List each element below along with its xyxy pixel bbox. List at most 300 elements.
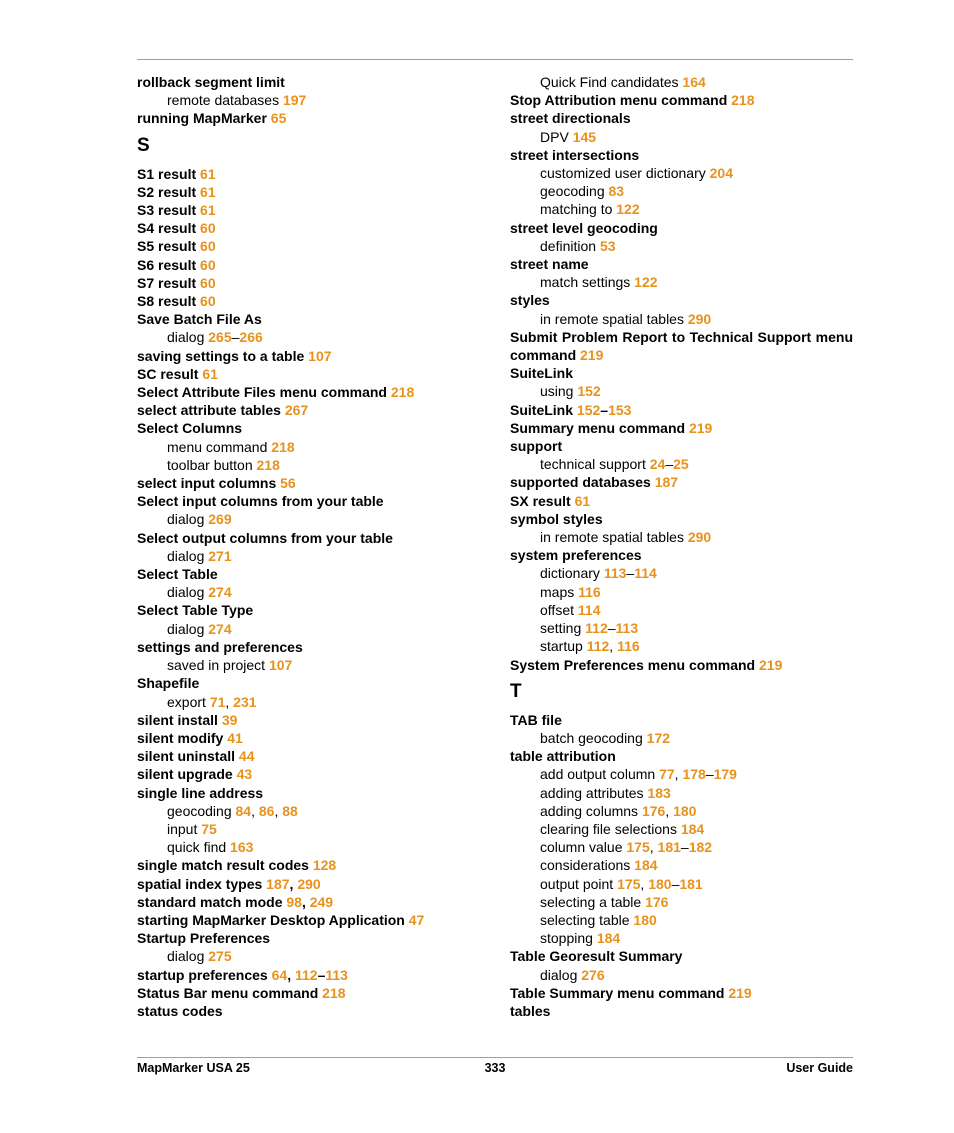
index-term: definition [540, 237, 597, 254]
index-term: dialog [167, 948, 205, 965]
index-term: street intersections [510, 146, 640, 163]
index-term: saved in project [167, 657, 266, 674]
index-term: maps [540, 583, 575, 600]
page-reference-link[interactable]: 180 [673, 802, 697, 819]
page-reference-link[interactable]: 266 [239, 329, 263, 346]
index-term: menu command [167, 438, 268, 455]
page-reference-link[interactable]: 180 [633, 911, 657, 928]
page-separator: – [600, 401, 609, 418]
index-subentry [510, 128, 853, 146]
index-term: startup [540, 638, 583, 655]
index-subentry [510, 911, 853, 929]
index-subentry [137, 620, 487, 638]
index-entry [137, 893, 487, 911]
index-entry [137, 183, 487, 201]
page-reference-link[interactable]: 204 [709, 165, 733, 182]
page-reference-link[interactable]: 181 [657, 839, 681, 856]
index-subentry [510, 820, 853, 838]
index-entry [510, 437, 853, 455]
index-term: rollback segment limit [137, 74, 285, 90]
page-reference-link[interactable]: 183 [647, 784, 671, 801]
index-subentry [137, 91, 487, 109]
page-reference-link[interactable]: 290 [687, 310, 712, 327]
index-subentry [510, 237, 853, 255]
index-subentry [510, 583, 853, 601]
index-entry [510, 401, 853, 419]
page-reference-link[interactable]: 219 [759, 656, 783, 673]
index-term: adding columns [540, 802, 639, 819]
index-entry [137, 201, 487, 219]
page-reference-link[interactable]: 164 [682, 74, 706, 90]
index-subentry [510, 455, 853, 473]
page-reference-link[interactable]: 276 [581, 966, 605, 983]
index-entry [137, 711, 487, 729]
page-reference-link[interactable]: 60 [200, 220, 216, 237]
page-reference-link[interactable]: 107 [308, 347, 332, 364]
index-subentry [137, 802, 487, 820]
index-subentry [510, 601, 853, 619]
index-subentry [510, 966, 853, 984]
index-subentry [510, 619, 853, 637]
index-subentry [510, 784, 853, 802]
index-entry [510, 747, 853, 765]
index-term: silent install [137, 711, 218, 728]
page-reference-link[interactable]: 98 [286, 893, 302, 910]
index-term: selecting table [540, 911, 630, 928]
index-term: system preferences [510, 547, 642, 564]
section-letter-heading: T [510, 680, 522, 702]
index-entry [137, 274, 487, 292]
page-reference-link[interactable]: 271 [208, 547, 232, 564]
page-reference-link[interactable]: 88 [282, 802, 298, 819]
page-reference-link[interactable]: 231 [233, 693, 257, 710]
index-term: status codes [137, 1002, 223, 1019]
page-reference-link[interactable]: 269 [208, 511, 232, 528]
index-term: settings and preferences [137, 638, 303, 655]
footer-rule [137, 1057, 853, 1058]
index-term: matching to [540, 201, 613, 218]
page-reference-link[interactable]: 61 [574, 492, 591, 509]
page-reference-link[interactable]: 113 [325, 966, 348, 983]
page-reference-link[interactable]: 113 [603, 565, 627, 582]
page-reference-link[interactable]: 179 [713, 766, 737, 783]
page-separator: – [607, 620, 616, 637]
page-reference-link[interactable]: 77 [659, 766, 675, 783]
page-reference-link[interactable]: 112 [586, 638, 610, 655]
index-term: stopping [540, 930, 593, 947]
page-reference-link[interactable]: 219 [580, 347, 604, 364]
page-reference-link[interactable]: 86 [258, 802, 275, 819]
index-term: Shapefile [137, 675, 200, 692]
page-reference-link[interactable]: 182 [688, 839, 713, 856]
index-entry [137, 292, 487, 310]
index-subentry [137, 656, 487, 674]
index-entry [510, 546, 853, 564]
index-subentry [510, 637, 853, 655]
page-reference-link[interactable]: 61 [202, 365, 218, 382]
index-term: SC result [137, 365, 199, 382]
page-reference-link[interactable]: 175 [617, 875, 641, 892]
page-reference-link[interactable]: 172 [646, 729, 671, 746]
page-reference-link[interactable]: 218 [322, 984, 346, 1001]
index-entry [137, 401, 487, 419]
index-subentry [510, 856, 853, 874]
page-separator: , [225, 693, 234, 710]
index-term: standard match mode [137, 893, 283, 910]
page-reference-link[interactable]: 274 [208, 584, 232, 601]
index-term: in remote spatial tables [540, 310, 684, 327]
page-reference-link[interactable]: 61 [200, 183, 216, 200]
index-column-left [137, 73, 487, 1020]
index-subentry [510, 310, 853, 328]
page-reference-link[interactable]: 41 [227, 729, 243, 746]
index-subentry [137, 438, 487, 456]
page-reference-link[interactable]: 65 [270, 110, 287, 127]
page-reference-link[interactable]: 152 [576, 401, 601, 418]
page-separator: – [317, 966, 326, 983]
index-subentry [137, 693, 487, 711]
index-term: supported databases [510, 474, 651, 491]
index-entry [137, 310, 487, 328]
index-subentry [510, 765, 853, 783]
index-entry [510, 510, 853, 528]
page-reference-link[interactable]: 187 [266, 875, 290, 892]
index-term: S1 result [137, 165, 197, 182]
index-entry [137, 474, 487, 492]
index-term: dialog [540, 966, 578, 983]
index-entry [137, 237, 487, 255]
page-reference-link[interactable]: 176 [641, 802, 666, 819]
index-entry [137, 765, 487, 783]
index-entry [510, 146, 853, 164]
page-reference-link[interactable]: 83 [608, 183, 625, 200]
page-reference-link[interactable]: 114 [634, 565, 657, 582]
index-entry [510, 109, 853, 127]
index-term: Status Bar menu command [137, 984, 319, 1001]
page-reference-link[interactable]: 84 [235, 802, 252, 819]
index-entry [137, 492, 487, 510]
page-reference-link[interactable]: 56 [280, 475, 296, 492]
index-term: S4 result [137, 220, 197, 237]
index-term: Select output columns from your table [137, 529, 393, 546]
page-separator: , [274, 802, 283, 819]
index-subentry [137, 820, 487, 838]
index-term: Select Table [137, 566, 218, 583]
index-term: selecting a table [540, 893, 642, 910]
index-term: support [510, 438, 563, 455]
index-term: Quick Find candidates [540, 74, 679, 90]
index-entry [137, 984, 487, 1002]
index-term: SuiteLink [510, 401, 574, 418]
page-reference-link[interactable]: 290 [687, 529, 712, 546]
index-term: running MapMarker [137, 110, 267, 127]
index-subentry [510, 382, 853, 400]
index-term: dialog [167, 584, 205, 601]
index-term: single match result codes [137, 857, 309, 874]
page-reference-link[interactable]: 60 [200, 256, 216, 273]
page-reference-link[interactable]: 122 [634, 274, 658, 291]
index-term: table attribution [510, 748, 616, 765]
index-entry [510, 291, 853, 309]
index-term: street level geocoding [510, 219, 658, 236]
page-reference-link[interactable]: 184 [634, 857, 658, 874]
index-term: silent uninstall [137, 748, 236, 765]
index-subentry [510, 875, 853, 893]
page-reference-link[interactable]: 24 [649, 456, 666, 473]
page-reference-link[interactable]: 128 [312, 857, 337, 874]
page-reference-link[interactable]: 184 [596, 930, 621, 947]
page-reference-link[interactable]: 145 [572, 128, 597, 145]
index-term: using [540, 383, 574, 400]
index-entry [137, 529, 487, 547]
index-term: saving settings to a table [137, 347, 305, 364]
page-reference-link[interactable]: 267 [284, 402, 309, 419]
index-entry [137, 565, 487, 583]
index-entry [137, 929, 487, 947]
index-term: geocoding [167, 802, 232, 819]
index-term: considerations [540, 857, 631, 874]
page-separator: , [649, 839, 658, 856]
page-reference-link[interactable]: 197 [282, 92, 307, 109]
index-subentry [510, 729, 853, 747]
index-term: startup preferences [137, 966, 268, 983]
page-reference-link[interactable]: 60 [200, 238, 216, 255]
index-entry [510, 984, 853, 1002]
page-reference-link[interactable]: 107 [268, 657, 293, 674]
index-subentry [510, 182, 853, 200]
index-term: output point [540, 875, 614, 892]
index-term: select input columns [137, 475, 277, 492]
index-term: S7 result [137, 274, 197, 291]
index-term: TAB file [510, 711, 562, 728]
index-entry [510, 947, 853, 965]
index-term: remote databases [167, 92, 280, 109]
index-column-right [510, 73, 853, 1020]
footer-page-number: 333 [484, 1061, 506, 1075]
index-term: DPV [540, 128, 569, 145]
page-reference-link[interactable]: 122 [616, 201, 640, 218]
index-entry [510, 473, 853, 491]
footer-product-name: MapMarker USA 25 [137, 1061, 250, 1075]
index-term: Startup Preferences [137, 930, 271, 947]
index-subentry [137, 547, 487, 565]
page-reference-link[interactable]: 275 [208, 948, 232, 965]
page-reference-link[interactable]: 152 [577, 383, 601, 400]
index-term: S8 result [137, 293, 197, 310]
index-entry [510, 328, 853, 364]
index-entry [137, 73, 487, 91]
index-entry [510, 656, 853, 674]
index-term: toolbar button [167, 456, 253, 473]
index-term: input [167, 820, 198, 837]
page-reference-link[interactable]: 218 [390, 384, 415, 401]
index-term: dialog [167, 511, 205, 528]
page-reference-link[interactable]: 61 [200, 202, 216, 219]
page-reference-link[interactable]: 274 [208, 620, 232, 637]
page-reference-link[interactable]: 116 [578, 583, 601, 600]
page-reference-link[interactable]: 181 [679, 875, 703, 892]
page-reference-link[interactable]: 64 [271, 966, 288, 983]
index-term: Select Table Type [137, 602, 254, 619]
index-entry [137, 674, 487, 692]
page-reference-link[interactable]: 25 [673, 456, 689, 473]
index-subentry [510, 929, 853, 947]
index-entry [510, 419, 853, 437]
page-reference-link[interactable]: 176 [645, 893, 669, 910]
page-reference-link[interactable]: 153 [608, 401, 632, 418]
index-entry [510, 1002, 853, 1020]
index-term: Summary menu command [510, 419, 686, 436]
page-separator: – [705, 766, 714, 783]
index-term: export [167, 693, 206, 710]
index-term: dictionary [540, 565, 600, 582]
index-term: dialog [167, 620, 205, 637]
index-entry [137, 347, 487, 365]
page-separator: , [289, 875, 298, 892]
index-entry [137, 165, 487, 183]
page-separator: – [671, 875, 680, 892]
index-entry [137, 1002, 487, 1020]
index-term: setting [540, 620, 582, 637]
index-term: Select input columns from your table [137, 493, 384, 510]
index-term: S6 result [137, 256, 197, 273]
index-subentry [137, 510, 487, 528]
page-reference-link[interactable]: 112 [585, 620, 608, 637]
index-term: tables [510, 1002, 551, 1019]
index-entry [137, 256, 487, 274]
index-term: S3 result [137, 202, 197, 219]
page-separator: , [301, 893, 310, 910]
page-reference-link[interactable]: 60 [200, 293, 216, 310]
index-term: batch geocoding [540, 729, 643, 746]
index-subentry [510, 893, 853, 911]
index-term: quick find [167, 839, 227, 856]
page-separator: , [674, 766, 683, 783]
index-entry [137, 419, 487, 437]
index-term: customized user dictionary [540, 165, 706, 182]
index-entry [137, 365, 487, 383]
page-reference-link[interactable]: 112 [294, 966, 318, 983]
index-entry [137, 966, 487, 984]
index-term: technical support [540, 456, 646, 473]
index-entry [510, 91, 853, 109]
index-subentry [510, 838, 853, 856]
index-term: S2 result [137, 183, 197, 200]
index-entry [137, 729, 487, 747]
page-reference-link[interactable]: 219 [728, 984, 752, 1001]
page-reference-link[interactable]: 218 [731, 92, 755, 109]
index-term: street directionals [510, 110, 631, 127]
page-reference-link[interactable]: 184 [680, 820, 705, 837]
index-entry [137, 747, 487, 765]
page-reference-link[interactable]: 61 [200, 165, 216, 182]
index-term: Table Summary menu command [510, 984, 725, 1001]
index-term: SuiteLink [510, 365, 574, 382]
page-reference-link[interactable]: 75 [201, 820, 217, 837]
index-term: adding attributes [540, 784, 644, 801]
page-reference-link[interactable]: 39 [221, 711, 238, 728]
index-subentry [137, 583, 487, 601]
index-term: System Preferences menu command [510, 656, 756, 673]
page-reference-link[interactable]: 114 [577, 601, 601, 618]
page-reference-link[interactable]: 178 [682, 766, 706, 783]
index-entry [137, 856, 487, 874]
index-term: match settings [540, 274, 631, 291]
index-term: Submit Problem Report to Technical Support menu command [510, 328, 853, 364]
index-entry [137, 601, 487, 619]
index-entry [137, 875, 487, 893]
index-subentry [510, 73, 853, 91]
index-term: Table Georesult Summary [510, 948, 683, 965]
page-reference-link[interactable]: 116 [617, 638, 640, 655]
index-term: Select Attribute Files menu command [137, 384, 387, 401]
page-reference-link[interactable]: 71 [209, 693, 226, 710]
index-entry [510, 255, 853, 273]
index-term: dialog [167, 329, 205, 346]
index-term: Save Batch File As [137, 311, 262, 328]
index-subentry [510, 273, 853, 291]
index-term: add output column [540, 766, 656, 783]
page-reference-link[interactable]: 47 [408, 911, 425, 928]
page-reference-link[interactable]: 163 [230, 839, 254, 856]
index-entry [137, 109, 487, 127]
index-entry [137, 219, 487, 237]
page-separator: , [287, 966, 295, 983]
page-reference-link[interactable]: 60 [200, 274, 216, 291]
index-term: in remote spatial tables [540, 529, 684, 546]
page-separator: – [665, 456, 674, 473]
index-entry [137, 383, 487, 401]
index-term: select attribute tables [137, 402, 281, 419]
page-reference-link[interactable]: 53 [599, 237, 616, 254]
page-separator: , [640, 875, 649, 892]
page-separator: – [231, 329, 240, 346]
index-term: styles [510, 292, 550, 309]
page-reference-link[interactable]: 44 [238, 748, 255, 765]
index-entry [510, 364, 853, 382]
index-term: dialog [167, 547, 205, 564]
index-term: single line address [137, 784, 264, 801]
header-rule [137, 59, 853, 60]
index-term: geocoding [540, 183, 605, 200]
index-term: street name [510, 256, 589, 273]
page-reference-link[interactable]: 290 [297, 875, 321, 892]
page-reference-link[interactable]: 219 [688, 419, 713, 436]
index-entry [510, 711, 853, 729]
page-reference-link[interactable]: 218 [271, 438, 295, 455]
page-separator: , [251, 802, 259, 819]
page-reference-link[interactable]: 175 [626, 839, 650, 856]
page-reference-link[interactable]: 265 [208, 329, 232, 346]
index-subentry [510, 200, 853, 218]
page-separator: – [680, 839, 689, 856]
index-subentry [137, 456, 487, 474]
page-reference-link[interactable]: 43 [236, 766, 253, 783]
index-term: S5 result [137, 238, 197, 255]
page-reference-link[interactable]: 249 [309, 893, 334, 910]
index-term: SX result [510, 492, 571, 509]
index-entry [137, 638, 487, 656]
index-term: clearing file selections [540, 820, 677, 837]
page-reference-link[interactable]: 187 [654, 474, 679, 491]
index-term: Stop Attribution menu command [510, 92, 728, 109]
page-reference-link[interactable]: 218 [256, 456, 280, 473]
index-term: spatial index types [137, 875, 263, 892]
page-reference-link[interactable]: 180 [648, 875, 672, 892]
page-reference-link[interactable]: 113 [615, 620, 639, 637]
index-subentry [137, 328, 487, 346]
section-letter-heading: S [137, 134, 150, 156]
